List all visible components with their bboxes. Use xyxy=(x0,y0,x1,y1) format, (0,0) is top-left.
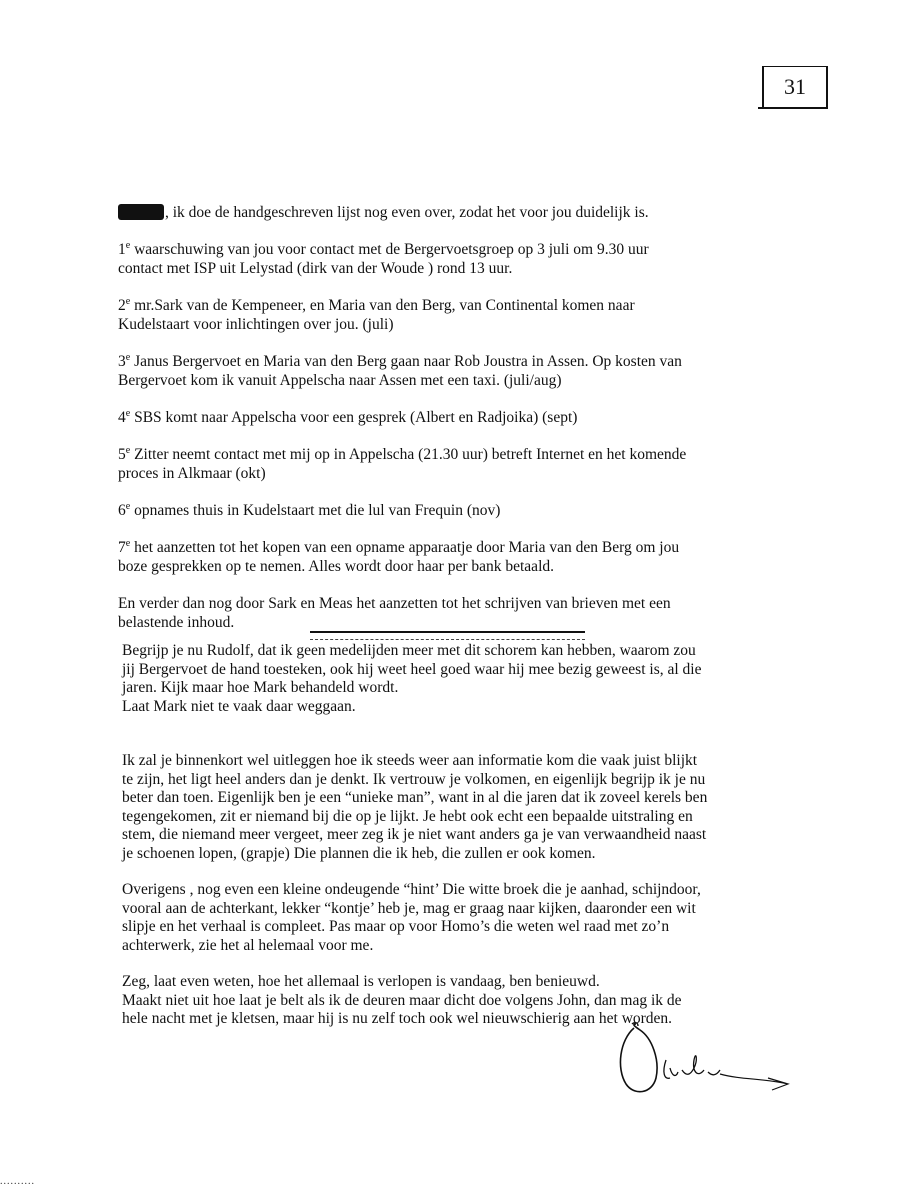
page-number-underline xyxy=(758,107,828,109)
signature xyxy=(612,1020,797,1100)
list-item xyxy=(118,501,768,520)
text-line: Zeg, laat even weten, hoe het allemaal is verlopen is vandaag, ben benieuwd. xyxy=(122,973,600,990)
item-line: SBS komt naar Appelscha voor een gesprek (Albert en Radjoika) (sept) xyxy=(134,409,578,426)
item-ordinal: e xyxy=(125,407,131,419)
text-line: achterwerk, zie het al helemaal voor me. xyxy=(122,936,374,954)
text-line: Ik zal je binnenkort wel uitleggen hoe ik steeds weer aan informatie kom die vaak juist blijkt xyxy=(122,752,698,769)
text-line: te zijn, het ligt heel anders dan je denkt. Ik vertrouw je volkomen, en eigenlijk begrijp ik je nu xyxy=(122,770,706,788)
text-line: vooral aan de achterkant, lekker “kontje’ heb je, mag er graag naar kijken, daaronder een wit xyxy=(122,899,696,917)
list-item xyxy=(118,445,768,483)
item-number: 4 xyxy=(118,409,126,426)
text-line: hele nacht met je kletsen, maar hij is nu zelf toch ook wel nieuwschierig aan het worden. xyxy=(122,1010,673,1027)
item-number: 2 xyxy=(118,297,126,314)
text-line: slipje en het verhaal is compleet. Pas maar op voor Homo’s die weten wel raad met zo’n xyxy=(122,918,670,935)
item-ordinal: e xyxy=(125,537,131,549)
paragraph xyxy=(122,642,762,716)
letter-body xyxy=(122,642,762,1029)
item-number: 7 xyxy=(118,539,126,556)
list-item xyxy=(118,538,768,576)
item-line: Kudelstaart voor inlichtingen over jou. (juli) xyxy=(118,316,394,333)
item-line: En verder dan nog door Sark en Meas het aanzetten tot het schrijven van brieven met een xyxy=(118,595,671,612)
text-line: jaren. Kijk maar hoe Mark behandeld wordt. xyxy=(122,679,399,696)
item-line: opnames thuis in Kudelstaart met die lul van Frequin (nov) xyxy=(134,502,501,519)
item-number: 3 xyxy=(118,353,126,370)
item-ordinal: e xyxy=(125,444,131,456)
text-line: tegengekomen, zit er niemand bij die op je lijkt. Je hebt ook echt een bepaalde uitstraling en xyxy=(122,807,693,825)
list-item xyxy=(118,296,768,334)
text-line: jij Bergervoet de hand toesteken, ook hij weet heel goed waar hij mee bezig geweest is, al die xyxy=(122,660,702,678)
page-number: 31 xyxy=(762,66,828,107)
text-line: beter dan toen. Eigenlijk ben je een “unieke man”, want in al die jaren dat ik zoveel kerels ben xyxy=(122,789,708,806)
paragraph xyxy=(122,881,762,955)
item-number: 6 xyxy=(118,502,126,519)
text-line: Laat Mark niet te vaak daar weggaan. xyxy=(122,697,356,715)
item-line: mr.Sark van de Kempeneer, en Maria van den Berg, van Continental komen naar xyxy=(134,297,635,314)
item-line: contact met ISP uit Lelystad (dirk van der Woude ) rond 13 uur. xyxy=(118,260,513,277)
paragraph xyxy=(122,752,762,863)
item-ordinal: e xyxy=(125,351,131,363)
text-line: Begrijp je nu Rudolf, dat ik geen medelijden meer met dit schorem kan hebben, waarom zou xyxy=(122,642,696,659)
separator-line xyxy=(310,631,585,640)
text-line: Overigens , nog even een kleine ondeugende “hint’ Die witte broek die je aanhad, schijndoor, xyxy=(122,881,701,898)
list-item xyxy=(118,240,768,278)
list-item xyxy=(118,352,768,390)
intro-text: , ik doe de handgeschreven lijst nog even over, zodat het voor jou duidelijk is. xyxy=(165,204,649,221)
intro-line xyxy=(118,203,768,222)
item-line: Janus Bergervoet en Maria van den Berg gaan naar Rob Joustra in Assen. Op kosten van xyxy=(134,353,682,370)
item-line: Bergervoet kom ik vanuit Appelscha naar Assen met een taxi. (juli/aug) xyxy=(118,372,562,389)
list-item xyxy=(118,408,768,427)
item-line: boze gesprekken op te nemen. Alles wordt door haar per bank betaald. xyxy=(118,558,554,575)
text-line: je schoenen lopen, (grapje) Die plannen die ik heb, die zullen er ook komen. xyxy=(122,844,596,862)
item-ordinal: e xyxy=(125,239,131,251)
item-line: waarschuwing van jou voor contact met de Bergervoetsgroep op 3 juli om 9.30 uur xyxy=(134,241,649,258)
item-number: 1 xyxy=(118,241,126,258)
item-line: Zitter neemt contact met mij op in Appelscha (21.30 uur) betreft Internet en het komende xyxy=(134,446,687,463)
item-ordinal: e xyxy=(125,500,131,512)
letter-list xyxy=(118,203,768,632)
item-line: proces in Alkmaar (okt) xyxy=(118,465,266,482)
item-line: het aanzetten tot het kopen van een opname apparaatje door Maria van den Berg om jou xyxy=(134,539,680,556)
text-line: Maakt niet uit hoe laat je belt als ik de deuren maar dicht doe volgens John, dan mag ik de xyxy=(122,991,682,1009)
item-line: belastende inhoud. xyxy=(118,614,235,631)
redaction-bar xyxy=(118,204,164,220)
item-ordinal: e xyxy=(125,295,131,307)
closing-item xyxy=(118,594,768,632)
text-line: stem, die niemand meer vergeet, meer zeg ik je niet want anders ga je van verwaandheid naast xyxy=(122,826,707,843)
footer-dots: .......... xyxy=(0,1176,35,1187)
item-number: 5 xyxy=(118,446,126,463)
